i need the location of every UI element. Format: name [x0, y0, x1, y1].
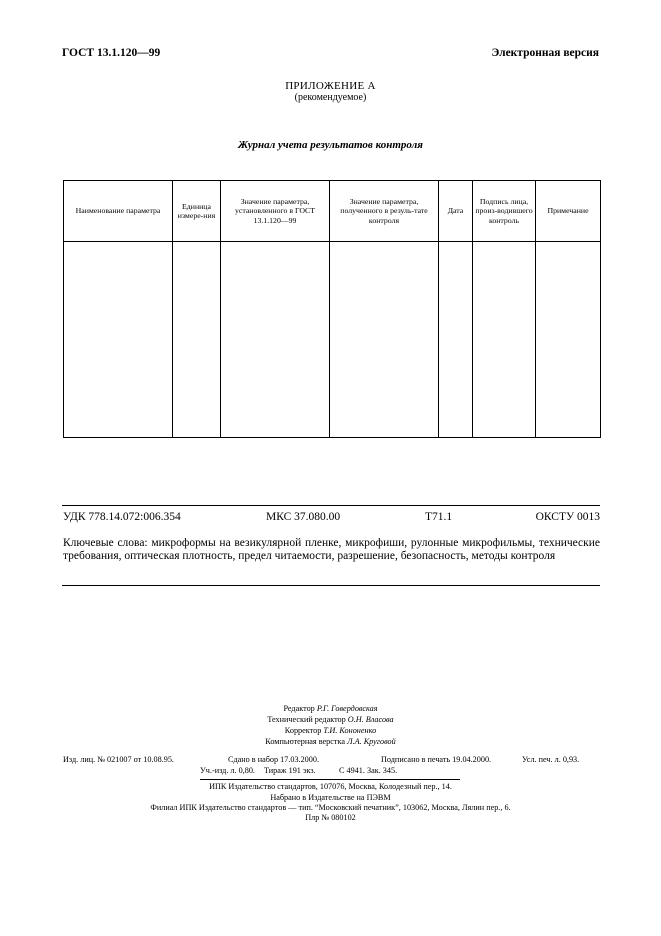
appendix-subtitle: (рекомендуемое): [294, 92, 367, 103]
footer-line: ИПК Издательство стандартов, 107076, Москва, Колодезный пер., 14.: [209, 782, 452, 791]
column-header-signature: Подпись лица, произ-водившего контроль: [473, 181, 536, 242]
journal-title: Журнал учета результатов контроля: [238, 139, 423, 151]
credit-name: Л.А. Круговой: [347, 737, 396, 746]
credit-role: Корректор: [284, 726, 322, 735]
table-cell: [221, 242, 330, 438]
print-run: Тираж 191 экз.: [264, 766, 316, 775]
publisher-sheets: Уч.-изд. л. 0,80.: [200, 766, 255, 775]
keywords: Ключевые слова: микроформы на везикулярной пленке, микрофиши, рулонные микрофильмы, технические требования, оптическая плотность, предел читаемости, разрешение, безопасность, методы контроля: [63, 537, 600, 562]
credit-name: Р.Г. Говердовская: [316, 704, 378, 713]
table-cell: [473, 242, 536, 438]
column-header-parameter-name: Наименование параметра: [64, 181, 173, 242]
credit-role: Технический редактор: [267, 715, 346, 724]
table-cell: [439, 242, 473, 438]
credit-role: Компьютерная верстка: [265, 737, 345, 746]
table-row: [64, 242, 601, 438]
credit-role: Редактор: [283, 704, 315, 713]
table-cell: [536, 242, 601, 438]
print-sheets: Усл. печ. л. 0,93.: [522, 755, 580, 764]
footer-line: Плр № 080102: [305, 813, 356, 822]
divider: [62, 505, 600, 506]
footer-line: Набрано в Издательстве на ПЭВМ: [270, 793, 391, 802]
credit-name: О.Н. Власова: [347, 715, 394, 724]
footer-line: Филиал ИПК Издательство стандартов — тип. “Московский печатник”, 103062, Москва, Лялин пер., 6.: [150, 803, 511, 812]
standard-number: ГОСТ 13.1.120—99: [62, 47, 161, 59]
signed-to-print: Подписано в печать 19.04.2000.: [381, 755, 492, 764]
column-header-date: Дата: [439, 181, 473, 242]
publisher-license: Изд. лиц. № 021007 от 10.08.95.: [63, 755, 174, 764]
credit-name: Т.И. Кононенко: [323, 726, 377, 735]
order-number: С 4941. Зак. 345.: [339, 766, 398, 775]
table-cell: [173, 242, 221, 438]
table-cell: [330, 242, 439, 438]
udk-code: УДК 778.14.072:006.354: [63, 511, 181, 523]
credit-proofreader: [0, 726, 661, 735]
table-cell: [64, 242, 173, 438]
credit-layout: [0, 737, 661, 746]
divider: [200, 779, 460, 780]
appendix-title: ПРИЛОЖЕНИЕ А: [285, 80, 376, 92]
journal-table: [63, 180, 601, 438]
divider: [62, 585, 600, 586]
table-header-row: [64, 181, 601, 242]
column-header-note: Примечание: [536, 181, 601, 242]
electronic-version-label: Электронная версия: [491, 47, 599, 59]
column-header-unit: Единица измере-ния: [173, 181, 221, 242]
column-header-standard-value: Значение параметра, установленного в ГОСТ 13.1.120—99: [221, 181, 330, 242]
mks-code: МКС 37.080.00: [266, 511, 341, 523]
okstu-code: ОКСТУ 0013: [535, 511, 600, 523]
sent-to-typesetting: Сдано в набор 17.03.2000.: [228, 755, 320, 764]
credit-tech-editor: [0, 715, 661, 724]
column-header-measured-value: Значение параметра, полученного в резуль-тате контроля: [330, 181, 439, 242]
credit-editor: [0, 704, 661, 713]
group-code: Т71.1: [425, 511, 453, 523]
